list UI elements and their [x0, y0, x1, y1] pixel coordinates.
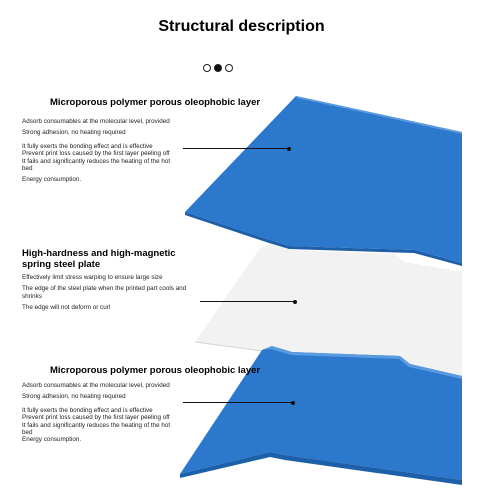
section-description-top-layer: [22, 118, 182, 184]
description-line: Prevent print loss caused by the first layer peeling off: [22, 414, 170, 422]
description-line: Adsorb consumables at the molecular level, provided: [22, 382, 170, 389]
section-title-steel-plate: High-hardness and high-magnetic spring steel plate: [22, 248, 176, 270]
page-title: Structural description: [158, 18, 325, 35]
description-line: It fails and significantly reduces the heating of the hot bed: [22, 157, 171, 173]
description-line: Prevent print loss caused by the first layer peeling off: [22, 150, 170, 158]
section-title-top-layer: Microporous polymer porous oleophobic layer: [50, 97, 261, 108]
pointer-line-top-layer: [183, 148, 289, 149]
pointer-dot: [287, 147, 291, 151]
description-line: Effectively limit stress warping to ensure large size: [22, 274, 163, 281]
section-description-steel-plate: [22, 274, 192, 312]
description-line: Strong adhesion, no heating required: [22, 129, 126, 137]
description-line: Adsorb consumables at the molecular level, provided: [22, 118, 170, 125]
description-line: Strong adhesion, no heating required: [22, 393, 126, 401]
description-line: It fully exerts the bonding effect and is effective: [22, 406, 153, 414]
pointer-line-steel-plate: [200, 301, 295, 302]
pointer-dot: [291, 401, 295, 405]
description-line: The edge will not deform or curl: [22, 304, 111, 312]
pointer-dot: [293, 300, 297, 304]
description-line: It fails and significantly reduces the heating of the hot bed: [22, 421, 171, 437]
section-description-bottom-layer: [22, 382, 182, 444]
pointer-line-bottom-layer: [183, 402, 293, 403]
description-line: It fully exerts the bonding effect and is effective: [22, 142, 153, 150]
description-line: Energy consumption.: [22, 436, 82, 444]
description-line: Energy consumption.: [22, 176, 82, 184]
section-title-bottom-layer: Microporous polymer porous oleophobic layer: [50, 365, 261, 376]
description-line: The edge of the steel plate when the printed part cools and shrinks: [22, 285, 187, 300]
top-oleophobic-layer-plate: [185, 96, 462, 266]
